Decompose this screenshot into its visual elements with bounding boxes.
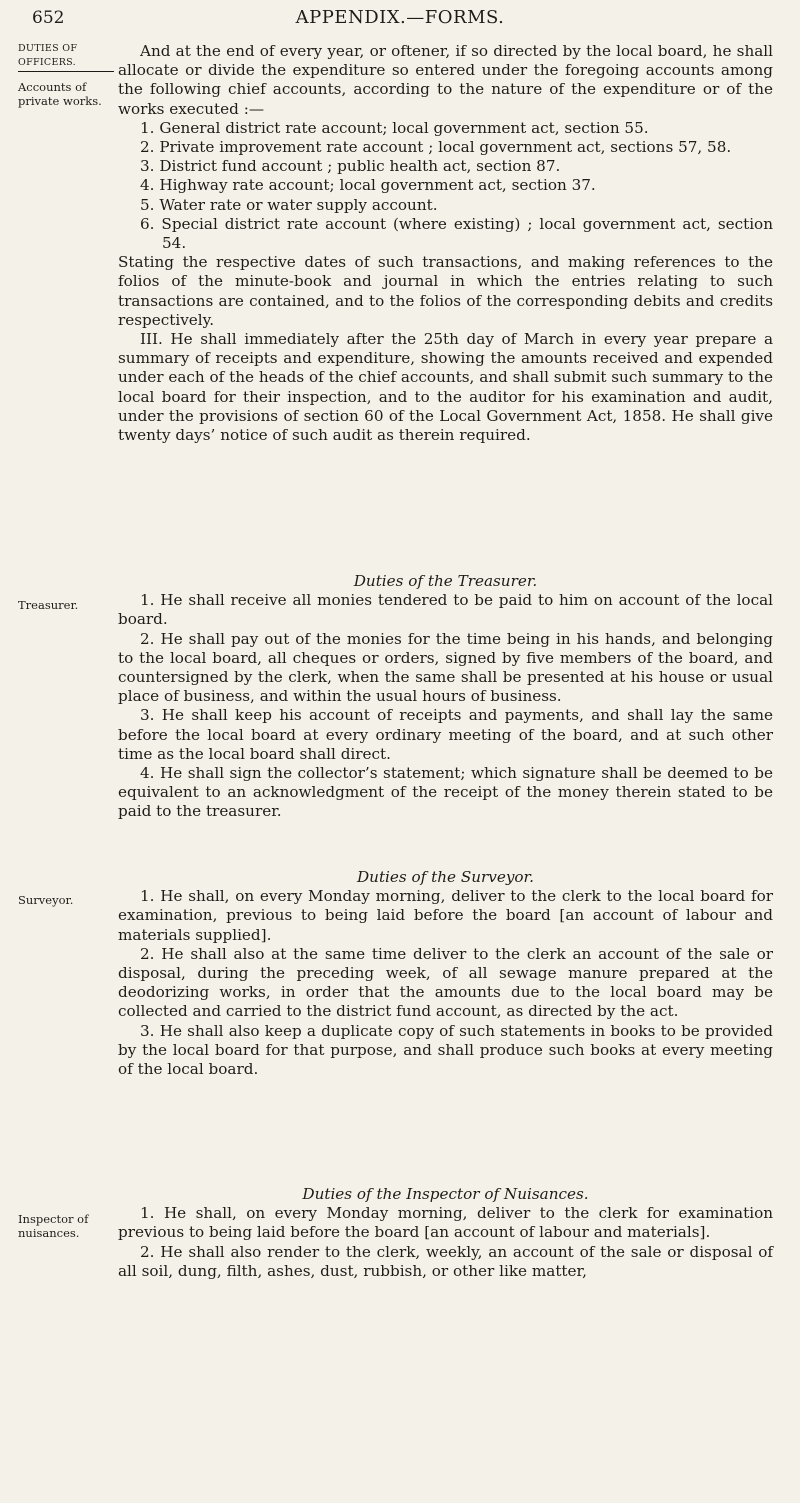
chief-account-item: 5. Water rate or water supply account. (140, 195, 438, 214)
allocation-paragraph: And at the end of every year, or oftener, if so directed by the local board, he shall allocate or divide the expenditure so entered under the foregoing accounts among the following chief accounts, according to the nature of the expenditure or of the works executed :— (118, 42, 773, 118)
treasurer-duty: 2. He shall pay out of the monies for the time being in his hands, and belonging to the local board, all cheques or orders, signed by five members of the board, and countersigned by the clerk, when the same shall be presented at his house or usual place of business, and within the usual hours of business. (118, 629, 773, 706)
inspector-section (118, 1185, 773, 1281)
inspector-heading: Duties of the Inspector of Nuisances. (302, 1185, 589, 1203)
officer-duties-section (118, 42, 773, 445)
margin-note-surveyor: Surveyor. (18, 893, 74, 907)
treasurer-duty: 1. He shall receive all monies tendered to be paid to him on account of the local board. (118, 591, 773, 629)
margin-note-duties-of-officers: DUTIES OF OFFICERS. (18, 42, 114, 72)
treasurer-duty: 4. He shall sign the collector’s statement; which signature shall be deemed to be equivalent to an acknowledgment of the receipt of the money therein stated to be paid to the treasurer. (118, 764, 773, 821)
chief-account-item: 6. Special district rate account (where existing) ; local government act, section 54. (140, 214, 773, 253)
chief-account-item: 3. District fund account ; public health act, section 87. (140, 157, 561, 176)
page-number: 652 (32, 8, 65, 28)
chief-account-item: 2. Private improvement rate account ; local government act, sections 57, 58. (140, 138, 732, 157)
surveyor-heading: Duties of the Surveyor. (357, 868, 534, 886)
stating-paragraph: Stating the respective dates of such transactions, and making references to the folios of the minute-book and journal in which the entries relating to such transactions are contained, and to the folios of the corresponding debits and credits respectively. (118, 253, 773, 329)
chief-account-item: 4. Highway rate account; local government act, section 37. (140, 176, 596, 195)
treasurer-section (118, 572, 773, 822)
treasurer-heading: Duties of the Treasurer. (353, 572, 538, 590)
inspector-duty: 1. He shall, on every Monday morning, deliver to the clerk for examination previous to being laid before the board [an account of labour and materials]. (118, 1204, 773, 1242)
surveyor-duty: 1. He shall, on every Monday morning, deliver to the clerk to the local board for examination, previous to being laid before the board [an account of labour and materials supplied]. (118, 887, 773, 944)
running-head: APPENDIX.—FORMS. (295, 7, 505, 28)
surveyor-duty: 2. He shall also at the same time deliver to the clerk an account of the sale or disposal, during the preceding week, of all sewage manure prepared at the deodorizing works, in order that the amounts due to the local board may be collected and carried to the district fund account, as directed by the act. (118, 944, 773, 1021)
summary-paragraph: III. He shall immediately after the 25th day of March in every year prepare a summary of receipts and expenditure, showing the amounts received and expended under each of the heads of the chief accounts, and shall submit such summary to the local board for their inspection, and to the auditor for his examination and audit, under the provisions of section 60 of the Local Government Act, 1858. He shall give twenty days’ notice of such audit as therein required. (118, 330, 773, 445)
chief-account-item: 1. General district rate account; local government act, section 55. (140, 118, 649, 137)
margin-note-accounts-of-private-works: Accounts of private works. (18, 80, 102, 108)
surveyor-duty: 3. He shall also keep a duplicate copy of such statements in books to be provided by the local board for that purpose, and shall produce such books at every meeting of the local board. (118, 1021, 773, 1079)
margin-note-treasurer: Treasurer. (18, 598, 79, 612)
margin-note-inspector-of-nuisances: Inspector of nuisances. (18, 1212, 89, 1240)
inspector-duty: 2. He shall also render to the clerk, weekly, an account of the sale or disposal of all soil, dung, filth, ashes, dust, rubbish, or other like matter, (118, 1242, 773, 1280)
surveyor-section (118, 868, 773, 1079)
treasurer-duty: 3. He shall keep his account of receipts and payments, and shall lay the same before the local board at every ordinary meeting of the board, and at such other time as the local board shall direct. (118, 706, 773, 763)
